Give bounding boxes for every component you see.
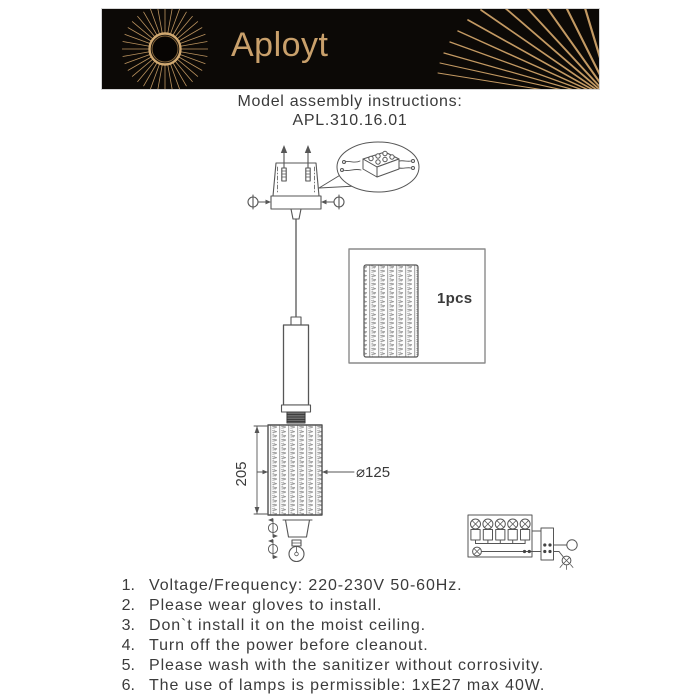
instruction-text: The use of lamps is permissible: 1xE27 max 40W. — [149, 677, 546, 694]
instruction-item — [110, 616, 545, 636]
instruction-number: 4. — [121, 637, 135, 654]
junction-symbol — [567, 540, 577, 550]
height-dimension — [233, 426, 267, 514]
title-line: Model assembly instructions: — [237, 93, 463, 110]
connector-block — [541, 528, 554, 560]
threaded-connector — [287, 412, 305, 423]
instructions-list — [110, 576, 545, 696]
lampshade — [268, 425, 322, 515]
model-number: APL.310.16.01 — [292, 112, 408, 129]
instruction-number: 2. — [121, 597, 135, 614]
rotate-symbol-bulb — [268, 539, 278, 559]
instruction-text: Please wash with the sanitizer without corrosivity. — [149, 657, 545, 674]
instruction-text: Turn off the power before cleanout. — [149, 637, 429, 654]
bulb — [289, 540, 304, 562]
instruction-number: 6. — [121, 677, 135, 694]
brand-name: Aployt — [231, 26, 329, 64]
instruction-item — [110, 596, 545, 616]
terminal-detail-callout — [319, 142, 419, 192]
instruction-number: 3. — [121, 617, 135, 634]
wiring-diagram — [468, 515, 577, 570]
ceiling-canopy — [271, 163, 321, 219]
height-label: 205 — [233, 461, 250, 487]
side-screw-right — [321, 195, 344, 209]
instruction-text: Don`t install it on the moist ceiling. — [149, 617, 426, 634]
parts-count-label: 1pcs — [437, 290, 473, 307]
instruction-text: Voltage/Frequency: 220-230V 50-60Hz. — [149, 577, 463, 594]
parts-box — [349, 249, 485, 363]
instruction-number: 1. — [121, 577, 135, 594]
socket-tube — [282, 317, 311, 423]
lamp-symbol-left — [473, 547, 482, 556]
instruction-item — [110, 656, 545, 676]
lamp-symbol-right — [560, 556, 573, 569]
instruction-number: 5. — [121, 657, 135, 674]
side-screw-left — [248, 195, 271, 209]
instruction-text: Please wear gloves to install. — [149, 597, 383, 614]
rotate-symbol-shade — [268, 518, 278, 538]
instruction-item — [110, 676, 545, 696]
socket-cup — [283, 520, 312, 537]
instruction-item — [110, 576, 545, 596]
shade-part-preview — [364, 265, 418, 357]
instruction-item — [110, 636, 545, 656]
diameter-label: ⌀125 — [356, 464, 391, 481]
